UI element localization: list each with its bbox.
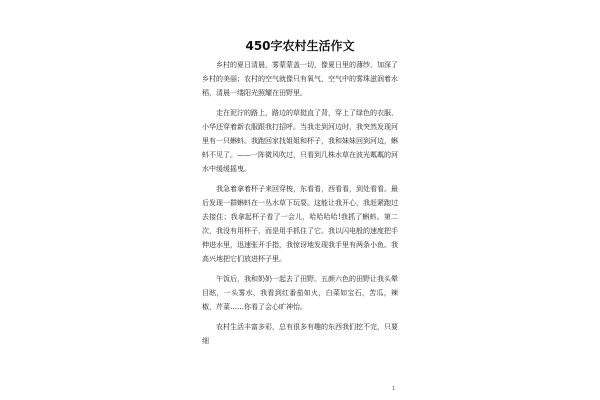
paragraph: 农村生活丰富多彩，总有很多有趣的东西我们挖不完，只要细 [202, 323, 398, 345]
document-body [202, 58, 398, 354]
paragraph: 乡村的夏日清晨，雾蒙蒙盖一切，像夏日里的薄纱，加深了乡村的美丽；农村的空气就像只有氧气，空气中的雾珠滋润着水稻，清晨一缕阳光照耀在田野里。 [202, 61, 398, 97]
paragraph: 午饭后，我和奶奶一起去了田野。五颜六色的田野让我头晕目眩，一头雾水，我看到红番茄如火，白菜如宝石，苦瓜，辣椒，芹菜……你看了会心旷神怡。 [202, 275, 398, 311]
page-number: 1 [392, 386, 396, 392]
paragraph: 我急着拿着杯子来回穿梭，东看看，西看看，到处看看。最后发现一群蝌蚪在一丛水草下玩耍。这能让我开心，我赶紧跑过去接住；我拿起杯子看了一会儿，哈哈哈哈!我抓了蝌蚪。第二次，我没有用杯子，而是用手抓住了它。我以闪电般的速度把手伸进水里，迅速张开手指，我惊讶地发现我手里有两条小鱼。我高兴地把它们放进杯子里。 [202, 185, 398, 263]
paragraph: 走在泥泞的路上，路边的草挺直了背，穿上了绿色的衣服，小华还穿着新衣服跟我打招呼。当我走到河边时，我突然发现河里有一只蝌蚪。我跑回家找姐姐和杯子，我和妹妹回到河边，蝌蚪不见了。——一阵微风吹过，只看到几株水草在波光粼粼的河水中缓缓摇曳。 [202, 109, 398, 173]
document-title: 450字农村生活作文 [245, 39, 355, 53]
